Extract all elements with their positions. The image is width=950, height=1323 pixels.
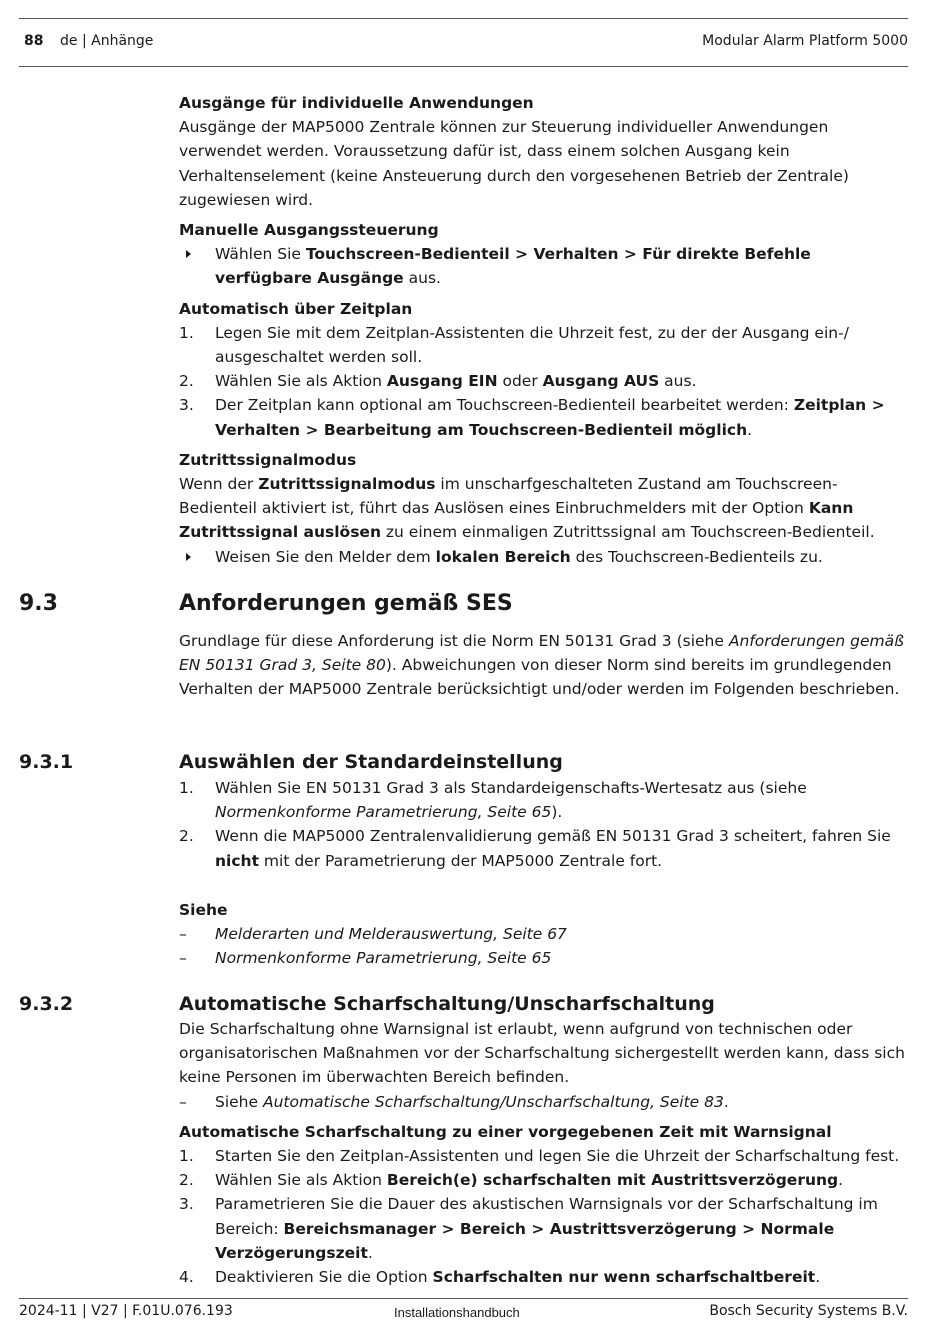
section-title: Anforderungen gemäß SES bbox=[179, 591, 513, 616]
cross-reference: Automatische Scharfschaltung/Unscharfschaltung, Seite 83 bbox=[262, 1092, 724, 1111]
list-item: 3. Der Zeitplan kann optional am Touchscreen-Bedienteil bearbeitet werden: Zeitplan > Verhalten > Bearbeitung am Touchscreen-Bedienteil möglich. bbox=[179, 396, 885, 439]
ses-section-text: Grundlage für diese Anforderung ist die Norm EN 50131 Grad 3 (siehe Anforderungen gemäß EN 50131 Grad 3, Seite 80). Abweichungen von dieser Norm sind bereits im grundlegenden Verhalten der MAP5000 Zentrale berücksichtigt und/oder werden im Folgenden beschrieben. bbox=[179, 632, 904, 699]
footer-manual: Installationshandbuch bbox=[394, 1305, 520, 1320]
standard-setting-steps bbox=[179, 776, 908, 970]
see-also-item: – Siehe Automatische Scharfschaltung/Unscharfschaltung, Seite 83. bbox=[179, 1092, 729, 1111]
list-item: 1. Wählen Sie EN 50131 Grad 3 als Standardeigenschafts-Wertesatz aus (siehe Normenkonforme Parametrierung, Seite 65). bbox=[179, 779, 807, 822]
section-number: 9.3.2 bbox=[19, 993, 74, 1015]
section-number: 9.3 bbox=[19, 591, 58, 616]
list-item: 2. Wenn die MAP5000 Zentralenvalidierung gemäß EN 50131 Grad 3 scheitert, fahren Sie nicht mit der Parametrierung der MAP5000 Zentrale fort. bbox=[179, 827, 891, 870]
list-item: 2. Wählen Sie als Aktion Bereich(e) scharfschalten mit Austrittsverzögerung. bbox=[179, 1171, 844, 1190]
arrow-bullet-icon bbox=[186, 250, 191, 258]
warning-signal-heading: Automatische Scharfschaltung zu einer vorgegebenen Zeit mit Warnsignal bbox=[179, 1122, 832, 1141]
list-item: 2. Wählen Sie als Aktion Ausgang EIN oder Ausgang AUS aus. bbox=[179, 372, 697, 391]
auto-arming-text: Die Scharfschaltung ohne Warnsignal ist erlaubt, wenn aufgrund von technischen oder organisatorischen Maßnahmen vor der Scharfschaltung sichergestellt werden kann, dass sich keine Personen im überwachten Bereich befinden. bbox=[179, 1020, 905, 1087]
entry-signal-step: Weisen Sie den Melder dem lokalen Bereich des Touchscreen-Bedienteils zu. bbox=[179, 545, 908, 569]
outputs-text: Ausgänge der MAP5000 Zentrale können zur Steuerung individueller Anwendungen verwendet werden. Voraussetzung dafür ist, dass einem solchen Ausgang kein Verhaltenselement (keine Ansteuerung durch den vorgesehenen Betrieb der Zentrale) zugewiesen wird. bbox=[179, 118, 849, 209]
cross-reference: Normenkonforme Parametrierung, Seite 65 bbox=[215, 949, 552, 968]
section-title: Automatische Scharfschaltung/Unscharfschaltung bbox=[179, 993, 715, 1015]
list-item: 3. Parametrieren Sie die Dauer des akustischen Warnsignals vor der Scharfschaltung im Bereich: Bereichsmanager > Bereich > Austrittsverzögerung > Normale Verzögerungszeit. bbox=[179, 1195, 878, 1262]
see-also-item: – Normenkonforme Parametrierung, Seite 65 bbox=[179, 949, 552, 968]
manual-output-heading: Manuelle Ausgangssteuerung bbox=[179, 221, 439, 240]
page-number: 88 bbox=[24, 33, 44, 49]
cross-reference: Anforderungen gemäß EN 50131 Grad 3, Seite 80 bbox=[179, 632, 904, 675]
header-rule-bottom bbox=[19, 66, 908, 67]
list-item: 1. Starten Sie den Zeitplan-Assistenten und legen Sie die Uhrzeit der Scharfschaltung fest. bbox=[179, 1147, 900, 1166]
cross-reference: Melderarten und Melderauswertung, Seite 67 bbox=[215, 925, 567, 944]
header-rule-top bbox=[19, 18, 908, 19]
list-item: 4. Deaktivieren Sie die Option Scharfschalten nur wenn scharfschaltbereit. bbox=[179, 1268, 821, 1287]
section-title: Auswählen der Standardeinstellung bbox=[179, 751, 563, 773]
footer-company: Bosch Security Systems B.V. bbox=[709, 1303, 908, 1319]
outputs-heading: Ausgänge für individuelle Anwendungen bbox=[179, 94, 534, 112]
footer-rule bbox=[19, 1298, 908, 1299]
cross-reference: Normenkonforme Parametrierung, Seite 65 bbox=[215, 803, 552, 822]
header-section: de | Anhänge bbox=[60, 33, 154, 49]
footer-version: 2024-11 | V27 | F.01U.076.193 bbox=[19, 1303, 233, 1319]
entry-signal-text: Wenn der Zutrittssignalmodus im unscharfgeschalteten Zustand am Touchscreen-Bedienteil aktiviert ist, führt das Auslösen eines Einbruchmelders mit der Option Kann Zutrittssignal auslösen zu einem einmaligen Zutrittssignal am Touchscreen-Bedienteil. bbox=[179, 475, 875, 542]
auto-arming-section bbox=[179, 1017, 908, 1289]
arrow-bullet-icon bbox=[186, 553, 191, 561]
outputs-section bbox=[179, 91, 908, 569]
list-item: 1. Legen Sie mit dem Zeitplan-Assistenten die Uhrzeit fest, zu der der Ausgang ein-/ ausgeschaltet werden soll. bbox=[179, 323, 849, 367]
see-also-heading: Siehe bbox=[179, 900, 228, 919]
entry-signal-heading: Zutrittssignalmodus bbox=[179, 450, 357, 469]
manual-output-step: Wählen Sie Touchscreen-Bedienteil > Verhalten > Für direkte Befehle verfügbare Ausgänge aus. bbox=[179, 242, 908, 290]
see-also-item: – Melderarten und Melderauswertung, Seite 67 bbox=[179, 925, 567, 944]
schedule-heading: Automatisch über Zeitplan bbox=[179, 299, 413, 318]
section-number: 9.3.1 bbox=[19, 751, 74, 773]
header-product: Modular Alarm Platform 5000 bbox=[702, 33, 908, 49]
